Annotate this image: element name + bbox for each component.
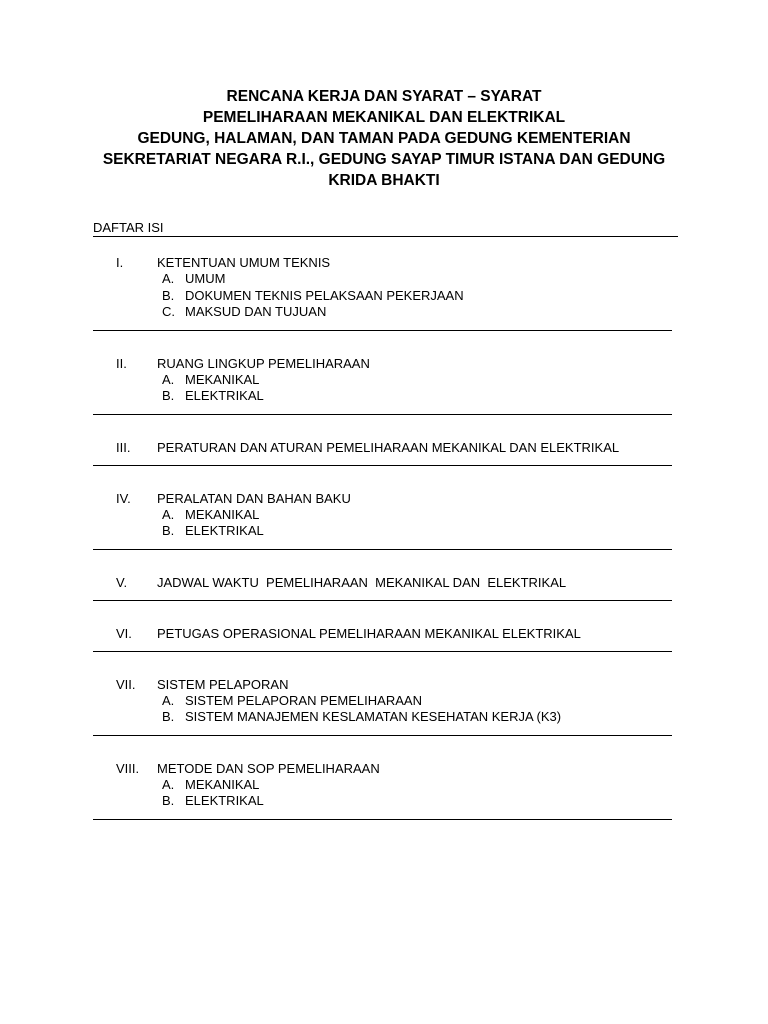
sub-item-letter: A.	[162, 776, 175, 792]
section-number: IV.	[116, 490, 131, 506]
sub-item-letter: B.	[162, 793, 175, 808]
toc-sub-item	[93, 523, 673, 540]
document-title	[60, 86, 708, 191]
title-line: GEDUNG, HALAMAN, DAN TAMAN PADA GEDUNG KEMENTERIAN	[137, 130, 631, 147]
toc-section-heading	[93, 625, 673, 642]
sub-item-letter: A.	[162, 371, 175, 387]
toc-section-heading	[93, 490, 673, 507]
toc-section-heading	[93, 439, 673, 456]
section-divider	[93, 549, 672, 550]
sub-item-label: MEKANIKAL	[185, 776, 260, 792]
section-divider	[93, 651, 672, 652]
sub-item-letter: A.	[162, 271, 175, 286]
toc-section	[93, 574, 673, 601]
sub-item-label: UMUM	[185, 271, 226, 286]
title-line: KRIDA BHAKTI	[328, 172, 440, 189]
section-number: VI.	[116, 625, 132, 641]
section-title: METODE DAN SOP PEMELIHARAAN	[157, 760, 380, 776]
sub-item-letter: B.	[162, 523, 175, 538]
toc-section-heading	[93, 355, 673, 372]
toc-section-heading	[93, 254, 673, 271]
section-number: V.	[116, 574, 128, 590]
section-title: PERALATAN DAN BAHAN BAKU	[157, 490, 351, 506]
table-of-contents	[93, 254, 673, 844]
toc-section	[93, 676, 673, 736]
section-number: II.	[116, 355, 127, 371]
toc-sub-item	[93, 372, 673, 389]
section-number: VIII.	[116, 760, 140, 776]
sub-item-label: DOKUMEN TEKNIS PELAKSAAN PEKERJAAN	[185, 287, 464, 303]
sub-item-letter: C.	[162, 304, 175, 319]
section-title: PETUGAS OPERASIONAL PEMELIHARAAN MEKANIKAL ELEKTRIKAL	[157, 625, 581, 641]
section-number: III.	[116, 439, 131, 455]
toc-heading: DAFTAR ISI	[93, 220, 164, 235]
section-number: VII.	[116, 676, 136, 692]
sub-item-label: ELEKTRIKAL	[185, 523, 264, 538]
toc-section	[93, 490, 673, 550]
toc-sub-item	[93, 693, 673, 710]
toc-section	[93, 439, 673, 466]
sub-item-letter: B.	[162, 287, 175, 303]
toc-sub-item	[93, 271, 673, 288]
sub-item-letter: A.	[162, 506, 175, 522]
toc-section	[93, 760, 673, 820]
section-title: RUANG LINGKUP PEMELIHARAAN	[157, 355, 370, 371]
toc-sub-item	[93, 288, 673, 305]
sub-item-letter: B.	[162, 388, 175, 403]
section-title: PERATURAN DAN ATURAN PEMELIHARAAN MEKANIKAL DAN ELEKTRIKAL	[157, 439, 620, 455]
toc-section	[93, 254, 673, 331]
title-line: SEKRETARIAT NEGARA R.I., GEDUNG SAYAP TIMUR ISTANA DAN GEDUNG	[102, 151, 666, 168]
toc-section-heading	[93, 760, 673, 777]
toc-heading-divider	[93, 236, 678, 237]
section-divider	[93, 414, 672, 415]
section-title: SISTEM PELAPORAN	[157, 676, 289, 692]
toc-sub-item	[93, 507, 673, 524]
section-divider	[93, 735, 672, 736]
sub-item-label: ELEKTRIKAL	[185, 388, 264, 403]
toc-sub-item	[93, 709, 673, 726]
section-title: JADWAL WAKTU PEMELIHARAAN MEKANIKAL DAN ELEKTRIKAL	[157, 574, 567, 590]
section-divider	[93, 819, 672, 820]
toc-section	[93, 625, 673, 652]
toc-sub-item	[93, 777, 673, 794]
sub-item-label: SISTEM MANAJEMEN KESLAMATAN KESEHATAN KERJA (K3)	[185, 709, 562, 724]
toc-section-heading	[93, 676, 673, 693]
sub-item-label: MAKSUD DAN TUJUAN	[185, 304, 327, 319]
section-divider	[93, 330, 672, 331]
sub-item-label: SISTEM PELAPORAN PEMELIHARAAN	[185, 692, 422, 708]
toc-section	[93, 355, 673, 415]
sub-item-label: MEKANIKAL	[185, 371, 260, 387]
sub-item-letter: B.	[162, 709, 175, 724]
title-line: RENCANA KERJA DAN SYARAT – SYARAT	[226, 88, 542, 105]
section-number: I.	[116, 255, 124, 270]
section-divider	[93, 465, 672, 466]
sub-item-label: ELEKTRIKAL	[185, 793, 264, 808]
title-line: PEMELIHARAAN MEKANIKAL DAN ELEKTRIKAL	[202, 109, 566, 126]
toc-section-heading	[93, 574, 673, 591]
section-divider	[93, 600, 672, 601]
sub-item-letter: A.	[162, 692, 175, 708]
toc-sub-item	[93, 388, 673, 405]
sub-item-label: MEKANIKAL	[185, 506, 260, 522]
section-title: KETENTUAN UMUM TEKNIS	[157, 255, 331, 270]
toc-sub-item	[93, 304, 673, 321]
toc-sub-item	[93, 793, 673, 810]
